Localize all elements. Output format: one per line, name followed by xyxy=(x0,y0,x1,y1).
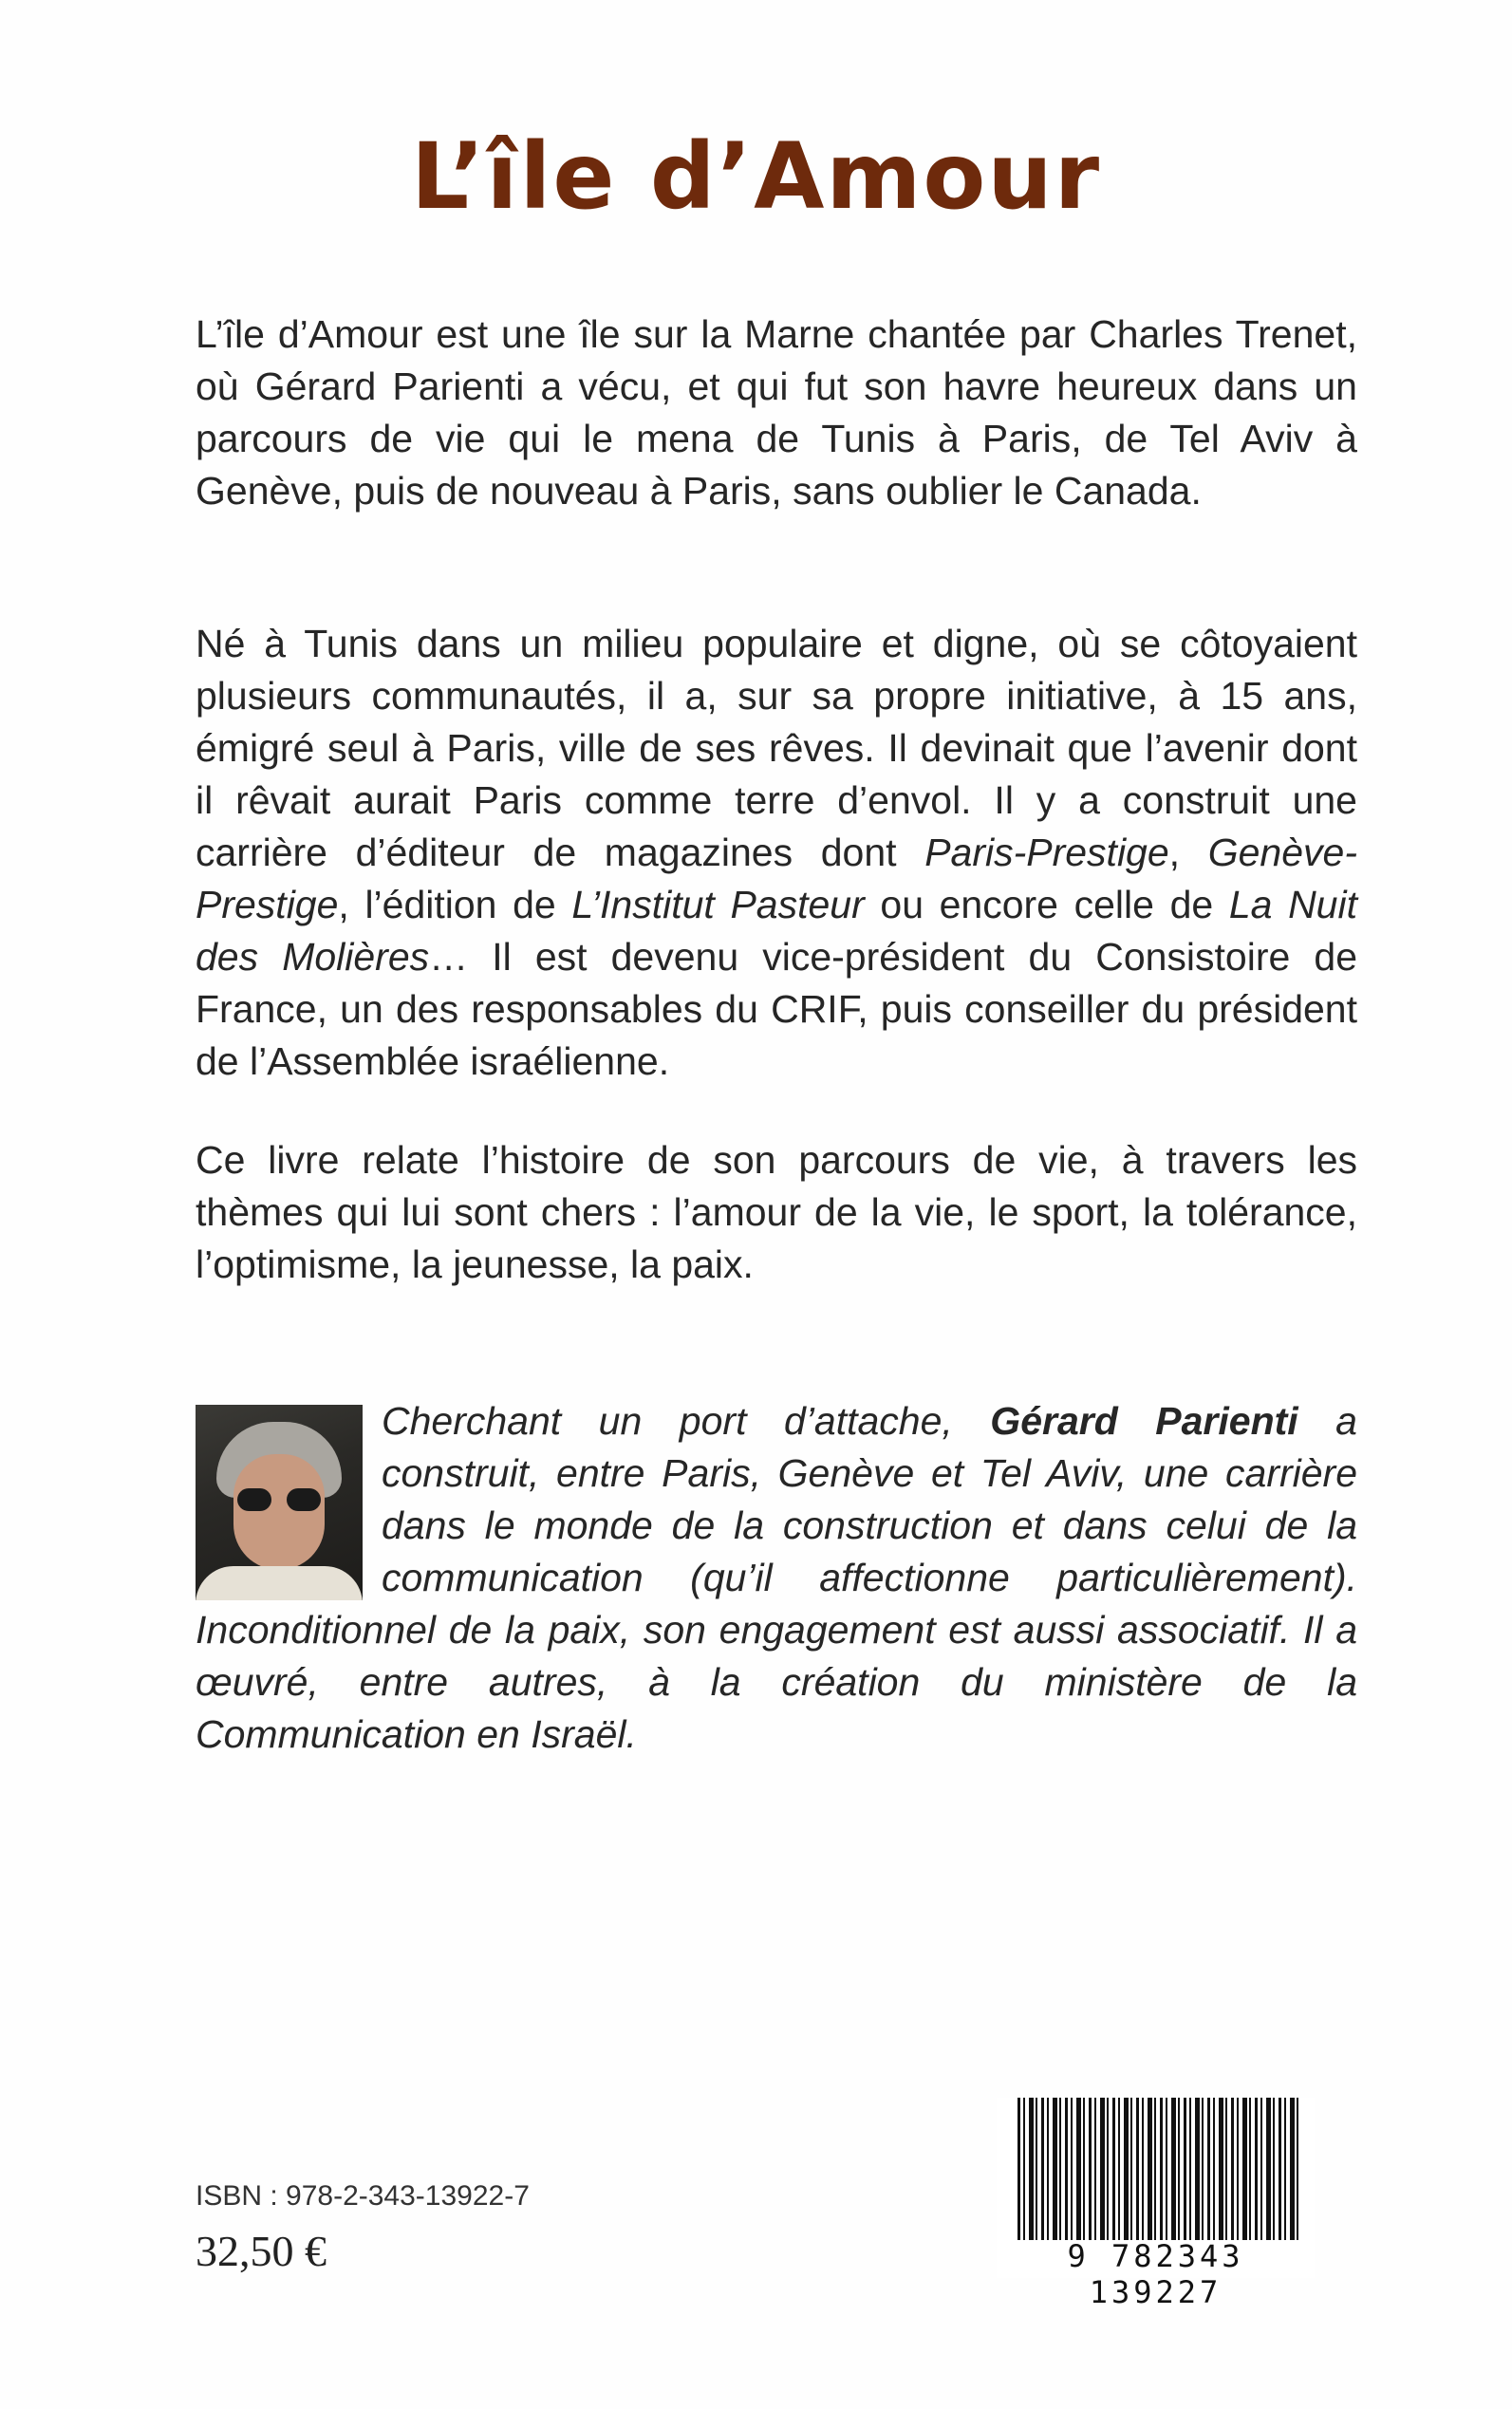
isbn-text: ISBN : 978-2-343-13922-7 xyxy=(196,2180,530,2212)
synopsis-paragraph-3: Ce livre relate l’histoire de son parcours de vie, à travers les thèmes qui lui sont chers : l’amour de la vie, le sport, la tolérance, l’optimisme, la jeunesse, la paix. xyxy=(196,1138,1357,1286)
magazine-title-paris-prestige: Paris-Prestige xyxy=(924,831,1169,874)
barcode-bars xyxy=(1017,2098,1302,2240)
author-bio xyxy=(196,1395,1357,1761)
price-text: 32,50 € xyxy=(196,2227,327,2275)
author-bio-lead: Cherchant un port d’attache, xyxy=(382,1399,991,1443)
barcode xyxy=(997,2098,1315,2310)
barcode-digits: 9 782343 139227 xyxy=(1067,2238,1244,2310)
author-bio-rest: a construit, entre Paris, Genève et Tel Aviv, une carrière dans le monde de la construction et dans celui de la communication (qu’il affectionne particulièrement). Inconditionnel de la paix, son engagement est aussi associatif. Il a œuvré, entre autres, à la création du ministère de la Communication en Israël. xyxy=(196,1399,1357,1756)
author-name: Gérard Parienti xyxy=(990,1399,1298,1443)
p2-text-1: Né à Tunis dans un milieu populaire et digne, où se côtoyaient plusieurs communautés, il a, sur sa propre initiative, à 15 ans, émigré seul à Paris, ville de ses rêves. Il devinait que l’avenir dont il rêvait aurait Paris comme terre d’envol. Il y a construit une carrière d’éditeur de magazines dont xyxy=(196,622,1357,874)
p2-sep-3: ou encore celle de xyxy=(864,883,1229,926)
magazine-title-geneve-prestige: Genève-Prestige xyxy=(196,831,1357,926)
publication-title-nuit-molieres: La Nuit des Molières xyxy=(196,883,1357,979)
author-photo xyxy=(196,1405,363,1600)
synopsis-paragraph-2 xyxy=(196,618,1357,1088)
p2-text-2: … Il est devenu vice-président du Consistoire de France, un des responsables du CRIF, puis conseiller du président de l’Assemblée israélienne. xyxy=(196,935,1357,1083)
publication-title-institut-pasteur: L’Institut Pasteur xyxy=(571,883,865,926)
book-title: L’île d’Amour xyxy=(410,123,1102,230)
synopsis-paragraph-1: L’île d’Amour est une île sur la Marne chantée par Charles Trenet, où Gérard Parienti a vécu, et qui fut son havre heureux dans un parcours de vie qui le mena de Tunis à Paris, de Tel Aviv à Genève, puis de nouveau à Paris, sans oublier le Canada. xyxy=(196,312,1357,513)
p2-sep-2: , l’édition de xyxy=(338,883,572,926)
p2-sep-1: , xyxy=(1168,831,1208,874)
